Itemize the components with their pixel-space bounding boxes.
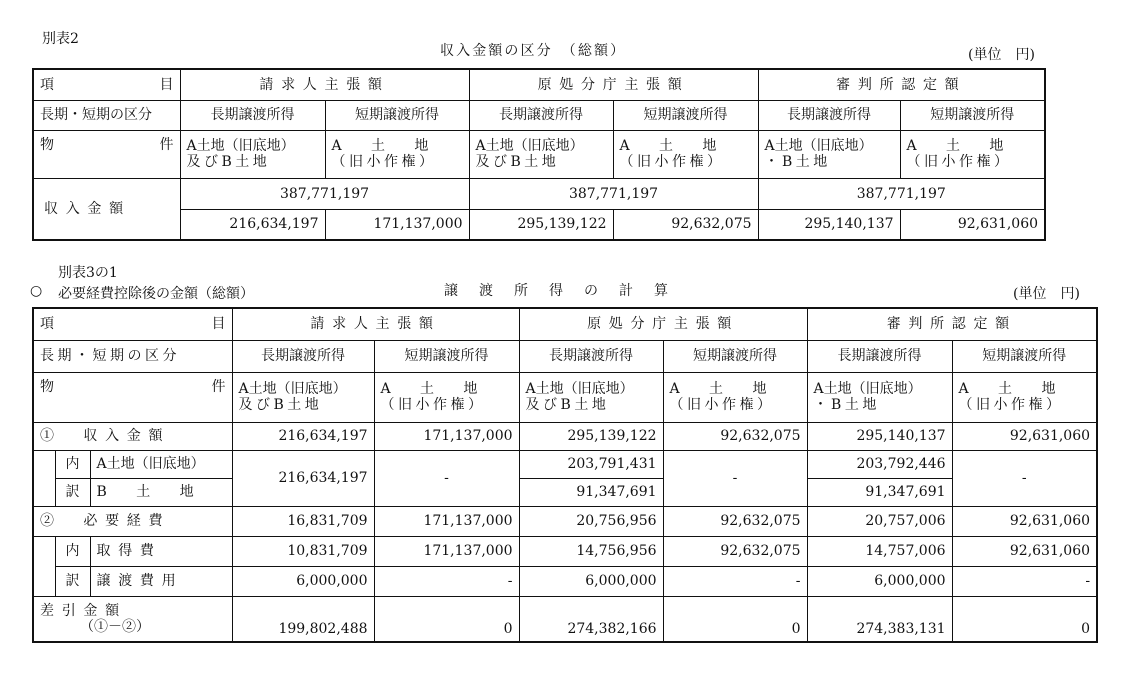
object-cell: A 土 地 （旧小作権） <box>952 372 1097 422</box>
uchi-label: 内 <box>55 536 90 566</box>
indent-spacer <box>33 450 55 506</box>
income-value: 92,632,075 <box>663 422 807 450</box>
income-value: 295,140,137 <box>807 422 952 450</box>
table1-label: 別表2 <box>42 31 79 47</box>
indent-spacer <box>33 536 55 596</box>
expense-value: 20,757,006 <box>807 506 952 536</box>
row-kubun-label: 長期・短期の区分 <box>33 100 180 130</box>
long-term-label: 長期譲渡所得 <box>469 100 613 130</box>
object-cell: A土地（旧底地） 及びB土地 <box>469 130 613 178</box>
diff-value: 0 <box>952 596 1097 642</box>
group-office: 原処分庁主張額 <box>519 308 807 340</box>
long-term-label: 長期譲渡所得 <box>180 100 325 130</box>
long-term-label: 長期譲渡所得 <box>807 340 952 372</box>
income-value: 171,137,000 <box>325 209 469 240</box>
group-claimant: 請求人主張額 <box>232 308 519 340</box>
a-value: 203,792,446 <box>807 450 952 478</box>
transfer-income-table <box>32 307 1098 643</box>
row-diff-label: 差引金額 （①－②） <box>33 596 232 642</box>
uchi-label: 内 <box>55 450 90 478</box>
row-bukken-label: 物 件 <box>33 130 180 178</box>
income-table <box>32 68 1046 241</box>
acq-value: 92,631,060 <box>952 536 1097 566</box>
short-term-label: 短期譲渡所得 <box>613 100 758 130</box>
expense-value: 92,632,075 <box>663 506 807 536</box>
table1-title: 収入金額の区分 （総額） <box>440 43 627 59</box>
a-value: 203,791,431 <box>519 450 663 478</box>
long-term-label: 長期譲渡所得 <box>519 340 663 372</box>
object-cell: A 土 地 （旧小作権） <box>663 372 807 422</box>
short-term-label: 短期譲渡所得 <box>374 340 519 372</box>
row-income-label: 収入金額 <box>33 178 180 240</box>
expense-value: 171,137,000 <box>374 506 519 536</box>
b-value: 91,347,691 <box>519 478 663 506</box>
transfer-value: - <box>663 566 807 596</box>
table2-label: 別表3の1 <box>58 265 118 281</box>
income-value: 295,139,122 <box>469 209 613 240</box>
group-tribunal: 審判所認定額 <box>807 308 1097 340</box>
wake-label: 訳 <box>55 478 90 506</box>
dash-cell: - <box>374 450 519 506</box>
table2-title: 譲渡所得の計算 <box>444 283 689 299</box>
table1-unit: (単位 円) <box>968 47 1035 63</box>
income-value: 216,634,197 <box>180 209 325 240</box>
long-term-label: 長期譲渡所得 <box>232 340 374 372</box>
income-value: 216,634,197 <box>232 422 374 450</box>
expense-value: 20,756,956 <box>519 506 663 536</box>
total-office: 387,771,197 <box>469 178 758 209</box>
object-cell: A 土 地 （旧小作権） <box>900 130 1045 178</box>
diff-value: 274,383,131 <box>807 596 952 642</box>
transfer-value: 6,000,000 <box>807 566 952 596</box>
diff-value: 274,382,166 <box>519 596 663 642</box>
row-bukken-label: 物 件 <box>33 372 232 422</box>
total-claimant: 387,771,197 <box>180 178 469 209</box>
dash-cell: - <box>952 450 1097 506</box>
diff-value: 0 <box>374 596 519 642</box>
income-value: 171,137,000 <box>374 422 519 450</box>
object-cell: A 土 地 （旧小作権） <box>613 130 758 178</box>
income-value: 295,139,122 <box>519 422 663 450</box>
group-claimant: 請求人主張額 <box>180 69 469 100</box>
acq-value: 10,831,709 <box>232 536 374 566</box>
acq-value: 171,137,000 <box>374 536 519 566</box>
group-tribunal: 審判所認定額 <box>758 69 1045 100</box>
row-income-label: ① 収入金額 <box>33 422 232 450</box>
income-value: 92,631,060 <box>900 209 1045 240</box>
row-expense-label: ② 必要経費 <box>33 506 232 536</box>
expense-value: 92,631,060 <box>952 506 1097 536</box>
b-value: 91,347,691 <box>807 478 952 506</box>
income-value: 295,140,137 <box>758 209 900 240</box>
object-cell: A土地（旧底地） 及びB土地 <box>519 372 663 422</box>
diff-value: 199,802,488 <box>232 596 374 642</box>
short-term-label: 短期譲渡所得 <box>663 340 807 372</box>
short-term-label: 短期譲渡所得 <box>325 100 469 130</box>
acq-value: 14,757,006 <box>807 536 952 566</box>
col-item-header: 項 目 <box>33 69 180 100</box>
row-b-label: B 土 地 <box>90 478 232 506</box>
row-kubun-label: 長期・短期の区分 <box>33 340 232 372</box>
diff-value: 0 <box>663 596 807 642</box>
long-term-label: 長期譲渡所得 <box>758 100 900 130</box>
object-cell: A土地（旧底地） ・B土地 <box>758 130 900 178</box>
transfer-value: - <box>952 566 1097 596</box>
table2-unit: (単位 円) <box>1013 286 1080 302</box>
dash-cell: - <box>663 450 807 506</box>
total-tribunal: 387,771,197 <box>758 178 1045 209</box>
object-cell: A土地（旧底地） 及びB土地 <box>232 372 374 422</box>
row-a-label: A土地（旧底地） <box>90 450 232 478</box>
object-cell: A 土 地 （旧小作権） <box>374 372 519 422</box>
col-item-header: 項 目 <box>33 308 232 340</box>
row-transfer-label: 譲渡費用 <box>90 566 232 596</box>
breakdown-merged-value: 216,634,197 <box>232 450 374 506</box>
row-acq-label: 取得費 <box>90 536 232 566</box>
object-cell: A土地（旧底地） 及びB土地 <box>180 130 325 178</box>
income-value: 92,632,075 <box>613 209 758 240</box>
transfer-value: 6,000,000 <box>519 566 663 596</box>
short-term-label: 短期譲渡所得 <box>952 340 1097 372</box>
circle-mark: ○ <box>30 283 43 299</box>
acq-value: 14,756,956 <box>519 536 663 566</box>
acq-value: 92,632,075 <box>663 536 807 566</box>
object-cell: A土地（旧底地） ・B土地 <box>807 372 952 422</box>
table2-subtitle: 必要経費控除後の金額（総額） <box>58 286 254 302</box>
wake-label: 訳 <box>55 566 90 596</box>
transfer-value: 6,000,000 <box>232 566 374 596</box>
transfer-value: - <box>374 566 519 596</box>
group-office: 原処分庁主張額 <box>469 69 758 100</box>
expense-value: 16,831,709 <box>232 506 374 536</box>
income-value: 92,631,060 <box>952 422 1097 450</box>
object-cell: A 土 地 （旧小作権） <box>325 130 469 178</box>
short-term-label: 短期譲渡所得 <box>900 100 1045 130</box>
